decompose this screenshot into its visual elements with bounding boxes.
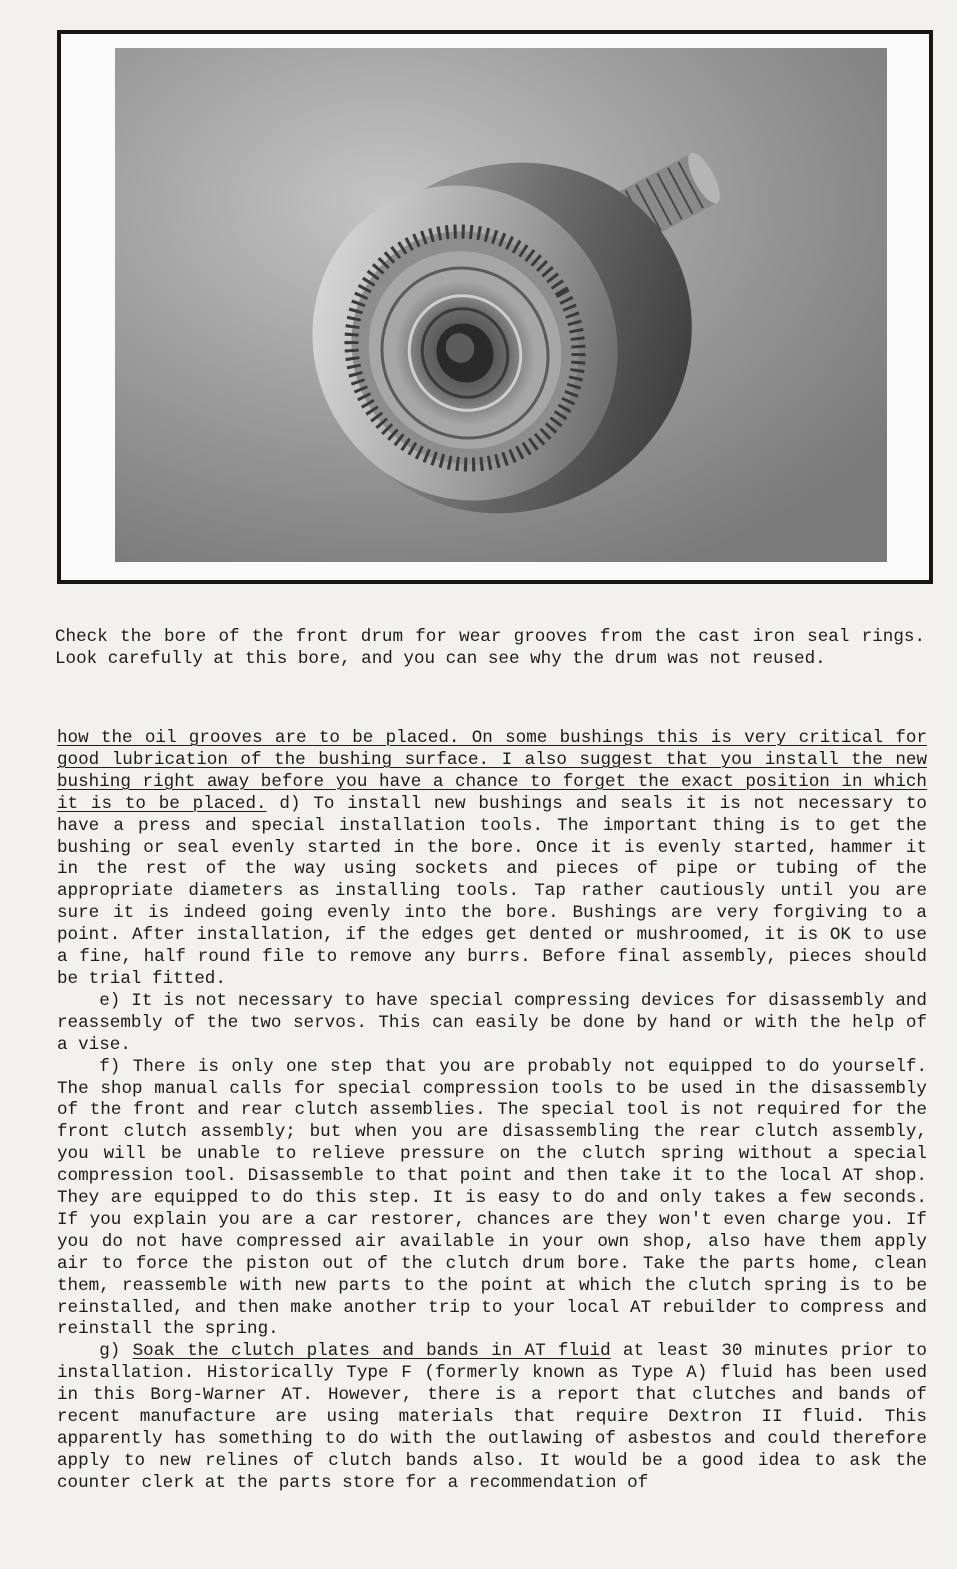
photo-frame (57, 30, 933, 584)
body-text (57, 728, 927, 1495)
clutch-drum-photo (115, 48, 887, 562)
paragraph-e: e) It is not necessary to have special compressing devices for disassembly and reassembly of the two servos. This can easily be done by hand or with the help of a vise. (57, 990, 927, 1055)
paragraph-f: f) There is only one step that you are probably not equipped to do yourself. The shop manual calls for special compression tools to be used in the disassembly of the front and rear clutch assemblies. The special tool is not required for the front clutch assembly; but when you are disassembling the rear clutch assembly, you will be unable to relieve pressure on the clutch spring without a special compression tool. Disassemble to that point and then take it to the local AT shop. They are equipped to do this step. It is easy to do and only takes a few seconds. If you explain you are a car restorer, chances are they won't even charge you. If you do not have compressed air available in your own shop, also have them apply air to force the piston out of the clutch drum bore. Take the parts home, clean them, reassemble with new parts to the point at which the clutch spring is to be reinstalled, and then make another trip to your local AT rebuilder to compress and reinstall the spring. (57, 1056, 927, 1340)
paragraph-text: at least 30 minutes prior to installation. Historically Type F (formerly known as Type A) fluid has been used in this Borg-Warner AT. However, there is a report that clutches and bands of recent manufacture are using materials that require Dextron II fluid. This apparently has something to do with the outlawing of asbestos and could therefore apply to new relines of clutch bands also. It would be a good idea to ask the counter clerk at the parts store for a recommendation of (57, 1341, 927, 1493)
paragraph-text: d) To install new bushings and seals it is not necessary to have a press and special installation tools. The important thing is to get the bushing or seal evenly started in the bore. Once it is evenly started, hammer it in the rest of the way using sockets and pieces of pipe or tubing of the appropriate diameters as installing tools. Tap rather cautiously until you are sure it is indeed going evenly into the bore. Bushings are very forgiving to a point. After installation, if the edges get dented or mushroomed, it is OK to use a fine, half round file to remove any burrs. Before final assembly, pieces should be trial fitted. (57, 793, 927, 989)
underlined-text: Soak the clutch plates and bands in AT fluid (132, 1341, 611, 1362)
figure-caption: Check the bore of the front drum for wear grooves from the cast iron seal rings. Look carefully at this bore, and you can see why the drum was not reused. (55, 627, 925, 669)
underlined-text: how the oil grooves are to be placed. On some bushings this is very critical for good lubrication of the bushing surface. I also suggest that you install the new bushing right away before you have a chance to forget the exact position in which it is to be placed. (57, 728, 927, 814)
clutch-drum-illustration (115, 48, 887, 562)
paragraph-g (57, 1341, 927, 1494)
paragraph-prefix: g) (99, 1341, 133, 1362)
paragraph-d (57, 728, 927, 991)
